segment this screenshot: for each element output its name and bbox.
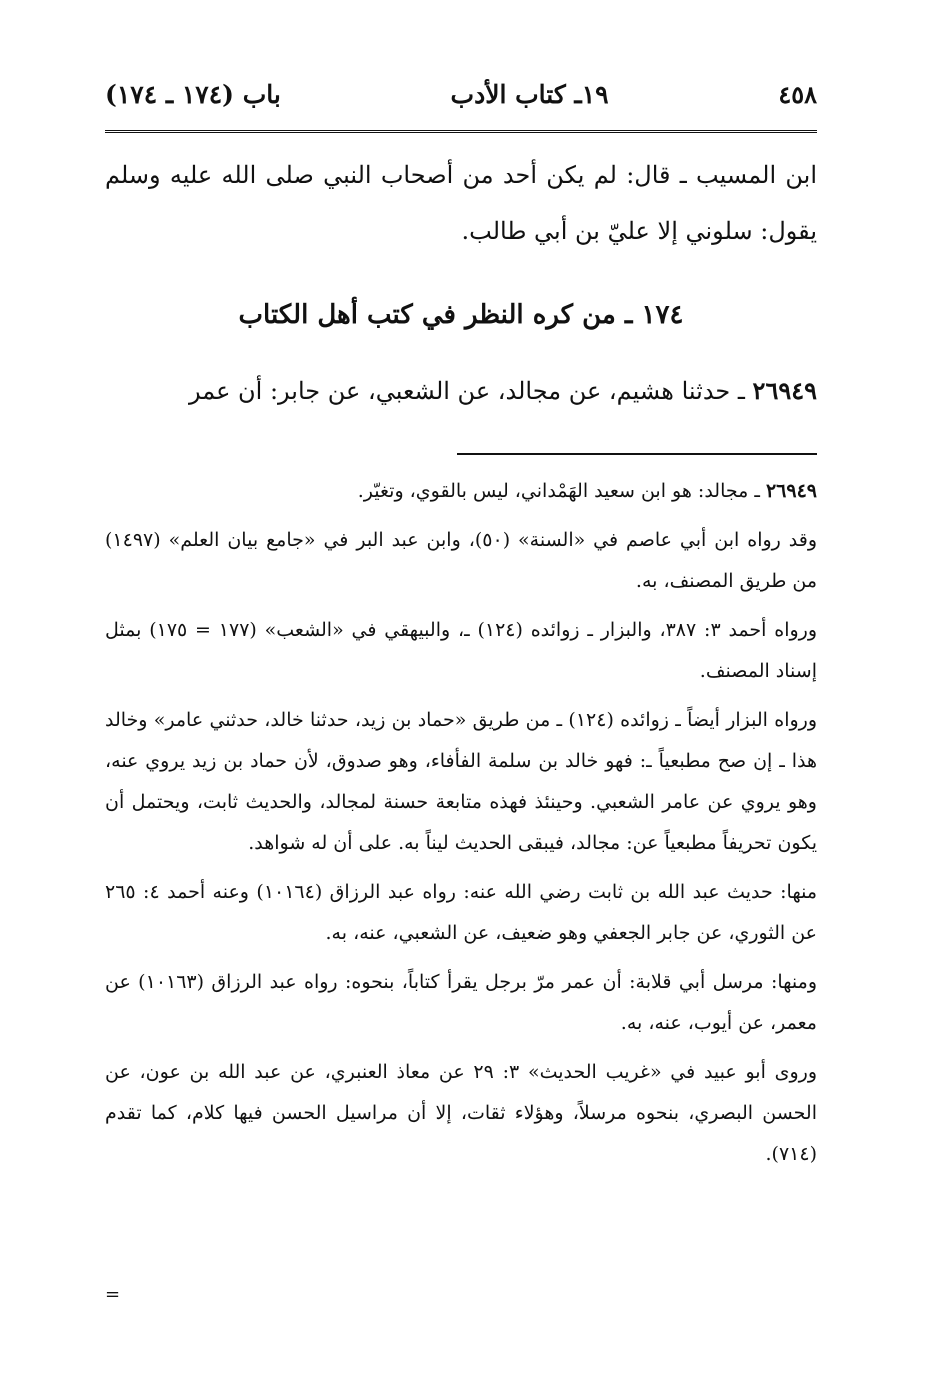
footnote-paragraph: وروى أبو عبيد في «غريب الحديث» ٣: ٢٩ عن معاذ العنبري، عن عبد الله بن عون، عن الحسن البصري، بنحوه مرسلاً، وهؤلاء ثقات، إلا أن مراسيل الحسن فيها كلام، كما تقدم (٧١٤). (105, 1061, 817, 1165)
main-text (105, 147, 817, 259)
footnote-paragraph: منها: حديث عبد الله بن ثابت رضي الله عنه: رواه عبد الرزاق (١٠١٦٤) وعنه أحمد ٤: ٢٦٥ عن الثوري، عن جابر الجعفي وهو ضعيف، عن الشعبي، عنه، به. (105, 881, 818, 944)
footnote-text: ـ مجالد: هو ابن سعيد الهَمْداني، ليس بالقوي، وتغيّر. (357, 480, 766, 502)
page-content (105, 80, 817, 1183)
hadith-text: ـ حدثنا هشيم، عن مجالد، عن الشعبي، عن جابر: أن عمر (188, 377, 753, 405)
hadith-entry (105, 363, 817, 419)
footnote-first (105, 471, 817, 512)
page-number: ٤٥٨ (778, 80, 817, 109)
running-header (105, 80, 817, 133)
chapter-range: باب (١٧٤ ـ ١٧٤) (105, 80, 281, 109)
book-title: ١٩ـ كتاب الأدب (450, 80, 609, 109)
hadith-number: ٢٦٩٤٩ (752, 376, 817, 405)
section-heading: ١٧٤ ـ من كره النظر في كتب أهل الكتاب (238, 300, 684, 330)
continuation-mark: = (105, 1284, 121, 1305)
footnote-number: ٢٦٩٤٩ (765, 480, 817, 502)
footnote-paragraph: ورواه أحمد ٣: ٣٨٧، والبزار ـ زوائده (١٢٤) ـ، والبيهقي في «الشعب» (١٧٧ = ١٧٥) بمثل إسناد المصنف. (105, 619, 818, 682)
footnote-divider (457, 453, 817, 455)
footnotes (105, 471, 817, 1175)
footnote-paragraph: وقد رواه ابن أبي عاصم في «السنة» (٥٠)، وابن عبد البر في «جامع بيان العلم» (١٤٩٧) من طريق المصنف، به. (105, 529, 818, 592)
opening-paragraph: ابن المسيب ـ قال: لم يكن أحد من أصحاب النبي صلى الله عليه وسلم يقول: سلوني إلا عليّ بن أبي طالب. (105, 161, 817, 245)
footnote-paragraph: ورواه البزار أيضاً ـ زوائده (١٢٤) ـ من طريق «حماد بن زيد، حدثنا خالد، حدثني عامر» وخالد هذا ـ إن صح مطبعياً ـ: فهو خالد بن سلمة الفأفاء، وهو صدوق، لأن حماد بن زيد يروي عنه، وهو يروي عن عامر الشعبي. وحينئذ فهذه متابعة حسنة لمجالد، والحديث ثابت، ويحتمل أن يكون تحريفاً مطبعياً عن: مجالد، فيبقى الحديث ليناً به. على أن له شواهد. (105, 709, 818, 854)
footnote-paragraph: ومنها: مرسل أبي قلابة: أن عمر مرّ برجل يقرأ كتاباً، بنحوه: رواه عبد الرزاق (١٠١٦٣) عن معمر، عن أيوب، عنه، به. (105, 971, 817, 1034)
